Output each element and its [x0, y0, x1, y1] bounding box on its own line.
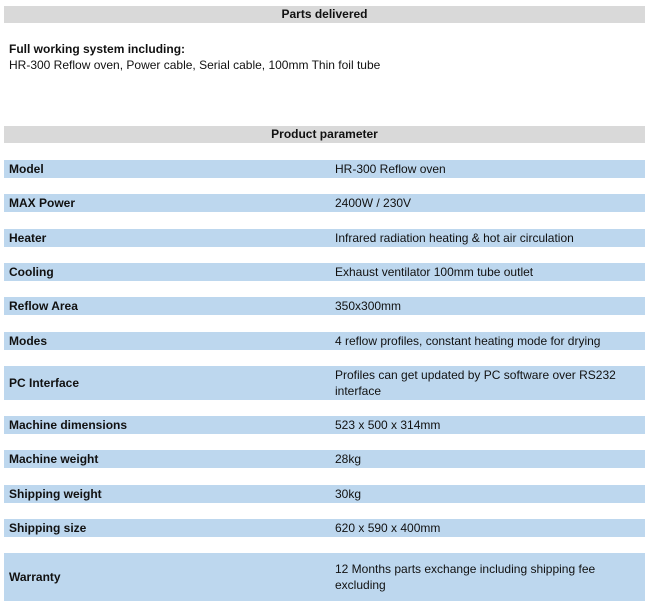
- param-value: 2400W / 230V: [335, 196, 412, 210]
- param-label: Machine weight: [9, 452, 99, 466]
- param-label: Heater: [9, 231, 47, 245]
- param-value: Infrared radiation heating & hot air circulation: [335, 231, 574, 245]
- parts-delivered-block: [9, 41, 639, 73]
- param-label: MAX Power: [9, 196, 76, 210]
- param-row-shipping-weight: [4, 485, 645, 503]
- param-label: Shipping size: [9, 521, 87, 535]
- param-label: Warranty: [9, 570, 61, 584]
- param-row-pc-interface: [4, 366, 645, 400]
- param-label: PC Interface: [9, 376, 80, 390]
- param-label: Machine dimensions: [9, 418, 128, 432]
- param-label: Cooling: [9, 265, 54, 279]
- parts-delivered-title: Full working system including:: [9, 42, 186, 56]
- param-row-cooling: [4, 263, 645, 281]
- product-parameter-header: Product parameter: [4, 126, 645, 143]
- param-value: 12 Months parts exchange including shipping fee excluding: [335, 562, 596, 592]
- parts-delivered-list: HR-300 Reflow oven, Power cable, Serial cable, 100mm Thin foil tube: [9, 58, 381, 72]
- param-value: 350x300mm: [335, 299, 402, 313]
- param-value: 28kg: [335, 452, 362, 466]
- param-row-machine-dimensions: [4, 416, 645, 434]
- parts-delivered-header: Parts delivered: [4, 6, 645, 23]
- param-row-modes: [4, 332, 645, 350]
- param-value: 30kg: [335, 487, 362, 501]
- param-row-warranty: [4, 553, 645, 601]
- param-label: Model: [9, 162, 44, 176]
- param-value: HR-300 Reflow oven: [335, 162, 446, 176]
- param-row-shipping-size: [4, 519, 645, 537]
- param-row-machine-weight: [4, 450, 645, 468]
- param-row-model: [4, 160, 645, 178]
- param-row-heater: [4, 229, 645, 247]
- param-label: Modes: [9, 334, 48, 348]
- param-row-max-power: [4, 194, 645, 212]
- param-label: Shipping weight: [9, 487, 102, 501]
- param-value: 4 reflow profiles, constant heating mode for drying: [335, 334, 601, 348]
- param-value: 620 x 590 x 400mm: [335, 521, 441, 535]
- param-value: 523 x 500 x 314mm: [335, 418, 441, 432]
- param-label: Reflow Area: [9, 299, 78, 313]
- param-row-reflow-area: [4, 297, 645, 315]
- param-value: Exhaust ventilator 100mm tube outlet: [335, 265, 534, 279]
- param-value: Profiles can get updated by PC software over RS232 interface: [335, 368, 616, 398]
